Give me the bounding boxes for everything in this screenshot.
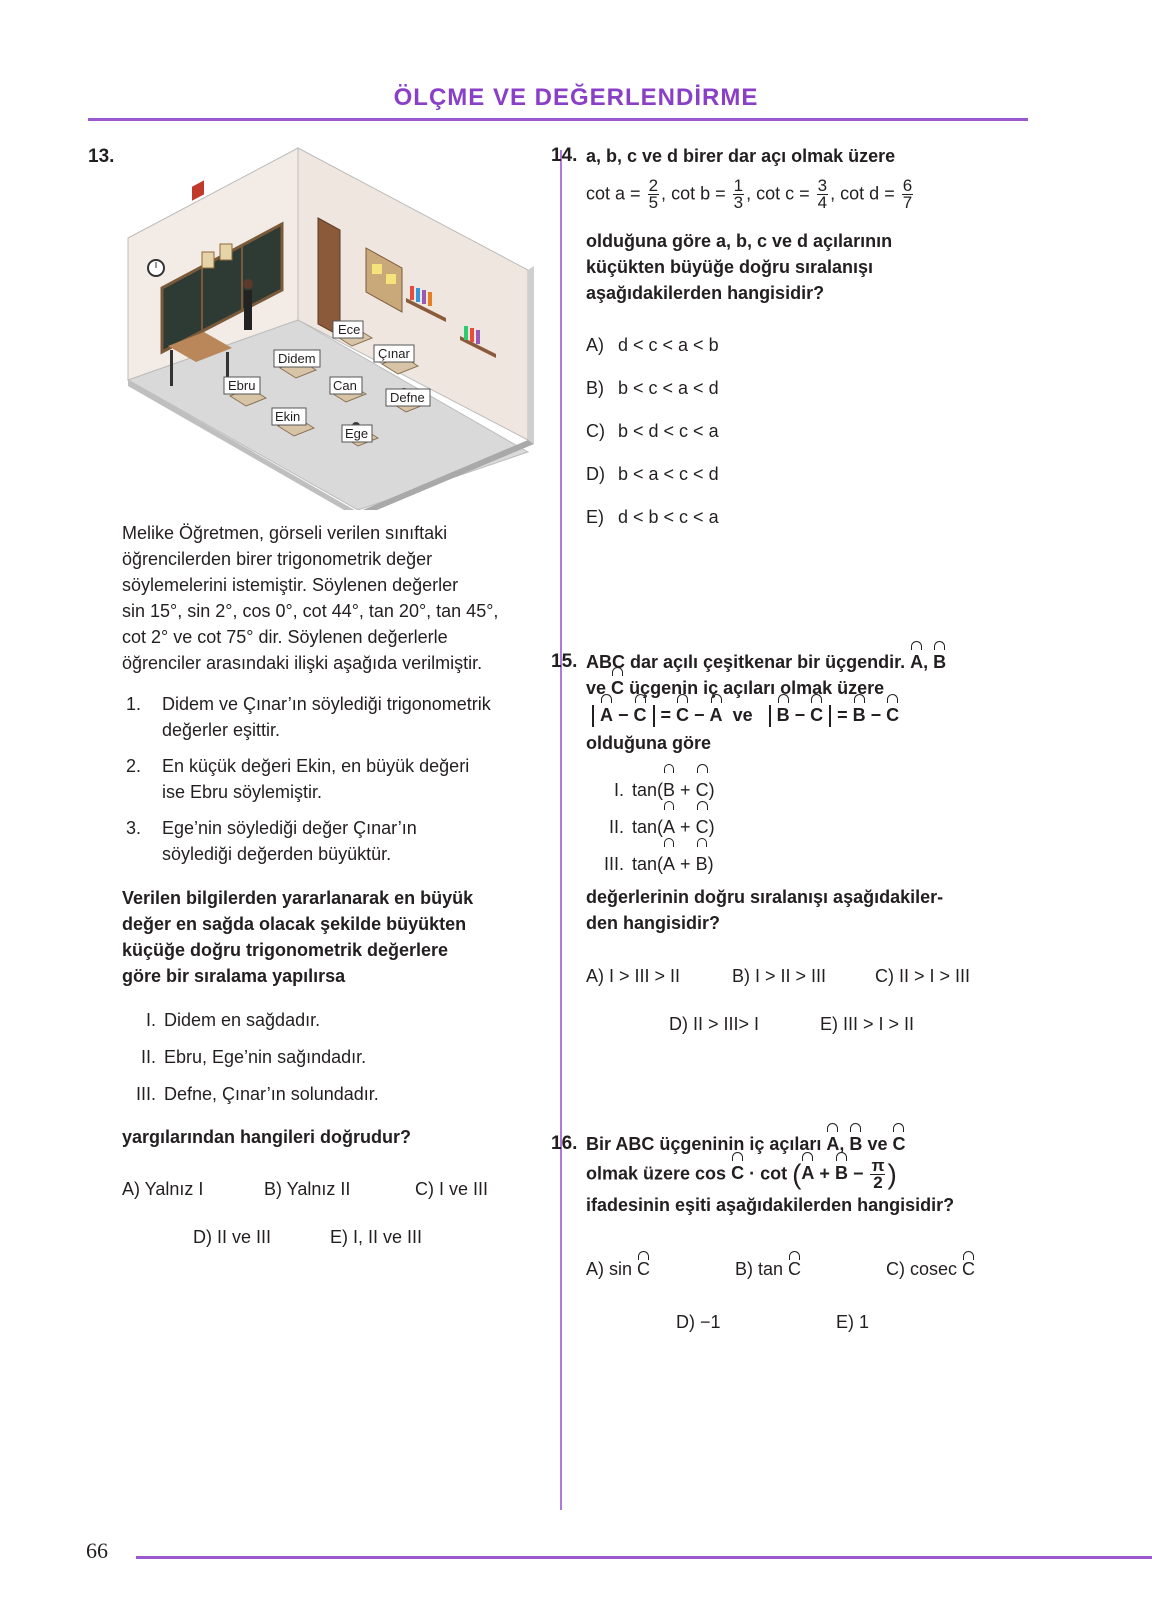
q13-fact-number: 3. xyxy=(126,818,142,838)
q14-fraction xyxy=(817,178,828,211)
roman-numeral: I. xyxy=(613,780,624,800)
angle-a: A xyxy=(710,702,723,728)
tan-text: tan xyxy=(632,780,658,800)
student-label-ebru: Ebru xyxy=(228,378,256,393)
student-label-ekin: Ekin xyxy=(275,409,301,424)
angle-b: B xyxy=(933,649,946,675)
student-label-cinar: Çınar xyxy=(378,346,410,361)
option-letter: A) xyxy=(586,335,604,355)
q13-fact-number: 2. xyxy=(126,756,142,776)
q13-statement xyxy=(130,1081,379,1118)
classroom-illustration xyxy=(120,140,540,510)
q15-expression: III. tan(A + B) xyxy=(584,846,715,883)
q13-statement xyxy=(130,1007,379,1044)
q13-fact-line: Didem ve Çınar’ın söylediği trigonometrik xyxy=(162,694,491,714)
q16-number: 16. xyxy=(551,1133,578,1154)
q13-fact-line: ise Ebru söylemiştir. xyxy=(162,782,323,802)
q16-option-c[interactable] xyxy=(886,1259,975,1280)
option-text: b < d < c < a xyxy=(618,421,719,441)
q14-number: 14. xyxy=(551,145,578,166)
q13-statement-text: Ebru, Ege’nin sağındadır. xyxy=(164,1047,367,1067)
q13-statement-number: I. xyxy=(145,1010,156,1030)
angle-a: A xyxy=(663,809,675,846)
q14-cot-d-label: cot d = xyxy=(840,183,895,204)
option-text: b < a < c < d xyxy=(618,464,719,484)
angle-c: C xyxy=(696,809,709,846)
q13-intro-line: cot 2° ve cot 75° dir. Söylenen değerlerle xyxy=(122,627,448,647)
q15-line2-ve: ve xyxy=(586,678,607,698)
angle-b: B xyxy=(835,1160,848,1186)
q15-line2-text: üçgenin iç açıları olmak üzere xyxy=(629,678,885,698)
q16-expression: olmak üzere cos C · cot (A + B − $\frac{\pi}{2}$ ) xyxy=(586,1156,897,1192)
page-number: 66 xyxy=(86,1538,108,1563)
angle-c: C xyxy=(611,675,624,701)
q15-option-a[interactable]: A) I > III > II xyxy=(586,966,681,986)
q14-option-c[interactable] xyxy=(586,421,719,442)
q13-statement-text: Didem en sağdadır. xyxy=(164,1010,321,1030)
student-label-ece: Ece xyxy=(338,322,361,337)
q14-option-a[interactable] xyxy=(586,335,719,356)
q13-intro-line: söylemelerini istemiştir. Söylenen değerler xyxy=(122,575,459,595)
q14-option-e[interactable] xyxy=(586,507,719,528)
q13-intro xyxy=(122,520,542,676)
q13-fact-line: söylediği değerden büyüktür. xyxy=(162,844,392,864)
denominator: 5 xyxy=(648,193,659,212)
angle-c: C xyxy=(634,702,647,728)
q15-line1-text: ABC dar açılı çeşitkenar bir üçgendir. xyxy=(586,652,906,672)
option-text: b < c < a < d xyxy=(618,378,719,398)
q15-line4: olduğuna göre xyxy=(586,733,711,753)
angle-b: B xyxy=(696,846,708,883)
q13-statement-number: III. xyxy=(135,1084,156,1104)
q16-cos-text: olmak üzere cos xyxy=(586,1163,727,1184)
q13-fact xyxy=(126,815,546,867)
abs-bar xyxy=(653,705,655,727)
angle-a: A xyxy=(600,702,613,728)
q13-number: 13. xyxy=(88,146,115,167)
denominator: 4 xyxy=(817,193,828,212)
q16-cot-text: cot xyxy=(760,1163,788,1184)
q15-condition: A − C = C − A ve B − C = B − C xyxy=(586,702,899,728)
angle-c: C xyxy=(886,702,899,728)
angle-c: C xyxy=(892,1131,905,1157)
q14-fraction xyxy=(902,178,913,211)
angle-b: B xyxy=(663,772,675,809)
separator: , xyxy=(830,183,836,204)
q15-expressions xyxy=(584,772,715,883)
q13-option-a[interactable]: A) Yalnız I xyxy=(122,1179,204,1199)
student-label-didem: Didem xyxy=(278,351,316,366)
q15-option-e[interactable]: E) III > I > II xyxy=(820,1014,915,1034)
q13-option-d[interactable]: D) II ve III xyxy=(193,1227,272,1247)
q13-intro-line: sin 15°, sin 2°, cos 0°, cot 44°, tan 20°, tan 45°, xyxy=(122,601,499,621)
denominator: 7 xyxy=(902,193,913,212)
q13-fact xyxy=(126,691,546,743)
q16-option-d[interactable]: D) −1 xyxy=(676,1312,721,1332)
option-text: C) cosec xyxy=(886,1259,958,1279)
student-label-ege: Ege xyxy=(345,426,369,441)
q15-line1: ABC dar açılı çeşitkenar bir üçgendir. A, B xyxy=(586,649,946,675)
numerator: 2 xyxy=(648,176,659,195)
q13-statement-number: II. xyxy=(140,1047,156,1067)
q15-ve: ve xyxy=(732,705,753,725)
q14-cot-values xyxy=(586,178,915,211)
q14-stem: a, b, c ve d birer dar açı olmak üzere xyxy=(586,146,896,166)
angle-c: C xyxy=(637,1259,651,1279)
q15-option-b[interactable]: B) I > II > III xyxy=(732,966,827,986)
q13-question-line: Verilen bilgilerden yararlanarak en büyük xyxy=(122,888,474,908)
q13-fact-line: En küçük değeri Ekin, en büyük değeri xyxy=(162,756,470,776)
q13-statement xyxy=(130,1044,379,1081)
q14-question xyxy=(586,228,892,306)
q14-cot-c-label: cot c = xyxy=(756,183,810,204)
abs-bar xyxy=(829,705,831,727)
q16-option-e[interactable]: E) 1 xyxy=(836,1312,870,1332)
roman-numeral: III. xyxy=(603,854,624,874)
separator: , xyxy=(661,183,667,204)
angle-a: A xyxy=(663,846,675,883)
paren-close: ) xyxy=(887,1158,897,1190)
angle-a: A xyxy=(826,1131,839,1157)
option-letter: C) xyxy=(586,421,605,441)
q16-option-a[interactable] xyxy=(586,1259,650,1280)
q13-option-c[interactable]: C) I ve III xyxy=(415,1179,489,1199)
q15-question-line: değerlerinin doğru sıralanışı aşağıdakiler- xyxy=(586,887,944,907)
numerator: π xyxy=(871,1156,885,1175)
q15-line2 xyxy=(586,675,884,701)
angle-a: A xyxy=(801,1160,814,1186)
q14-fraction xyxy=(733,178,744,211)
separator: , xyxy=(746,183,752,204)
angle-c: C xyxy=(810,702,823,728)
q14-cot-a-label: cot a = xyxy=(586,183,641,204)
q13-statements xyxy=(130,1007,379,1118)
q15-expression: I. tan(B + C) xyxy=(584,772,715,809)
q14-option-b[interactable] xyxy=(586,378,719,399)
paren-open: ( xyxy=(792,1158,802,1190)
q13-intro-line: Melike Öğretmen, görseli verilen sınıftaki xyxy=(122,523,448,543)
denominator: 3 xyxy=(733,193,744,212)
roman-numeral: II. xyxy=(608,817,624,837)
header-rule xyxy=(88,118,1028,121)
q14-question-line: aşağıdakilerden hangisidir? xyxy=(586,283,825,303)
angle-a: A xyxy=(910,649,923,675)
student-label-defne: Defne xyxy=(390,390,425,405)
q13-facts xyxy=(126,691,546,867)
q14-option-d[interactable] xyxy=(586,464,719,485)
q13-fact-number: 1. xyxy=(126,694,142,714)
tan-text: tan xyxy=(632,854,658,874)
q15-option-c[interactable]: C) II > I > III xyxy=(875,966,971,986)
option-text: A) sin xyxy=(586,1259,633,1279)
q13-fact xyxy=(126,753,546,805)
angle-b: B xyxy=(849,1131,862,1157)
numerator: 3 xyxy=(817,176,828,195)
q15-number: 15. xyxy=(551,651,578,672)
q13-intro-line: öğrencilerden birer trigonometrik değer xyxy=(122,549,433,569)
q15-question xyxy=(586,884,943,936)
option-text: d < b < c < a xyxy=(618,507,719,527)
q13-question-line: değer en sağda olacak şekilde büyükten xyxy=(122,914,467,934)
q13-question-line: küçüğe doğru trigonometrik değerlere xyxy=(122,940,449,960)
option-letter: D) xyxy=(586,464,605,484)
q15-expression: II. tan(A + C) xyxy=(584,809,715,846)
student-label-can: Can xyxy=(333,378,357,393)
q13-ask: yargılarından hangileri doğrudur? xyxy=(122,1127,412,1147)
q13-question xyxy=(122,885,542,989)
column-divider xyxy=(560,150,562,1510)
pi-over-two xyxy=(870,1158,885,1191)
angle-b: B xyxy=(853,702,866,728)
q15-option-d[interactable]: D) II > III> I xyxy=(669,1014,760,1034)
option-text: B) tan xyxy=(735,1259,784,1279)
q13-option-e[interactable]: E) I, II ve III xyxy=(330,1227,423,1247)
footer-rule xyxy=(136,1556,1152,1559)
abs-bar xyxy=(769,705,771,727)
q14-cot-b-label: cot b = xyxy=(671,183,726,204)
angle-c: C xyxy=(962,1259,976,1279)
q13-option-b[interactable]: B) Yalnız II xyxy=(264,1179,351,1199)
option-text: d < c < a < b xyxy=(618,335,719,355)
q13-statement-text: Defne, Çınar’ın solundadır. xyxy=(164,1084,379,1104)
q13-question-line: göre bir sıralama yapılırsa xyxy=(122,966,346,986)
q15-question-line: den hangisidir? xyxy=(586,913,721,933)
option-letter: E) xyxy=(586,507,604,527)
numerator: 6 xyxy=(902,176,913,195)
q14-question-line: olduğuna göre a, b, c ve d açılarının xyxy=(586,231,893,251)
numerator: 1 xyxy=(733,176,744,195)
angle-c: C xyxy=(731,1160,744,1186)
q13-fact-line: değerler eşittir. xyxy=(162,720,281,740)
abs-bar xyxy=(592,705,594,727)
angle-b: B xyxy=(777,702,790,728)
angle-c: C xyxy=(788,1259,802,1279)
angle-c: C xyxy=(676,702,689,728)
q16-line1: Bir ABC üçgeninin iç açıları A, B ve C xyxy=(586,1131,905,1157)
tan-text: tan xyxy=(632,817,658,837)
q13-fact-line: Ege’nin söylediği değer Çınar’ın xyxy=(162,818,417,838)
denominator: 2 xyxy=(873,1173,883,1192)
q16-option-b[interactable] xyxy=(735,1259,801,1280)
q14-question-line: küçükten büyüğe doğru sıralanışı xyxy=(586,257,874,277)
q16-line1-text: Bir ABC üçgeninin iç açıları xyxy=(586,1134,822,1154)
angle-c: C xyxy=(696,772,709,809)
option-letter: B) xyxy=(586,378,604,398)
q16-ve: ve xyxy=(867,1134,888,1154)
q13-intro-line: öğrenciler arasındaki ilişki aşağıda verilmiştir. xyxy=(122,653,483,673)
q16-line3: ifadesinin eşiti aşağıdakilerden hangisidir? xyxy=(586,1195,955,1215)
page-header-title: ÖLÇME VE DEĞERLENDİRME xyxy=(393,84,759,111)
q14-fraction xyxy=(648,178,659,211)
